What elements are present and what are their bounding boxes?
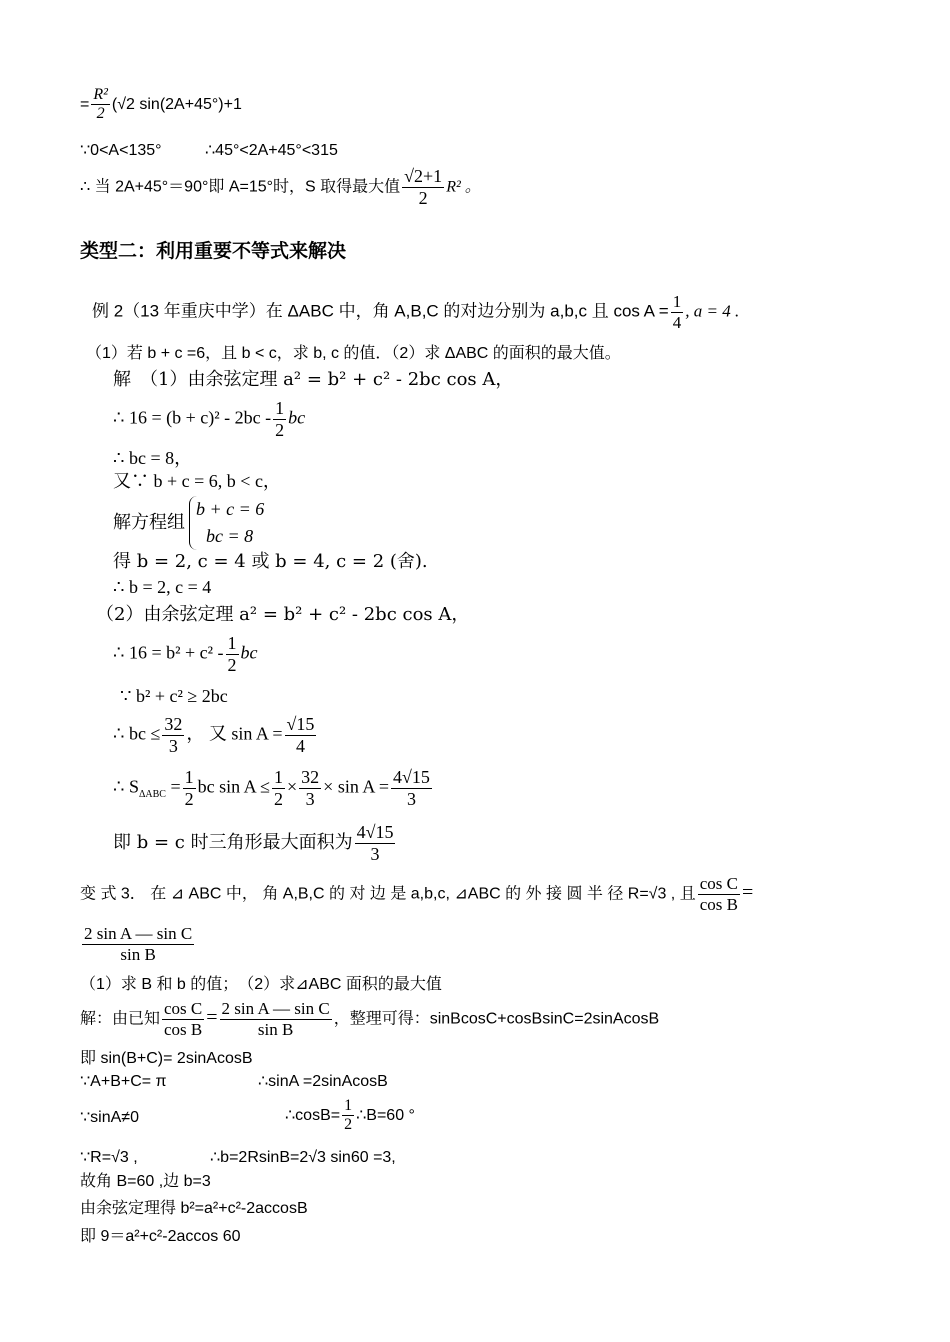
result-line-4b: ∴b=2RsinB=2√3 sin60 =3, [210,1149,396,1166]
fraction: $\frac{\text{2 sin A — sin C}}{\text{sin B}}$ [84,924,193,964]
fraction: $\frac{1}{2}$ [227,633,237,675]
solution-step-1: 解 （1）由余弦定理 a² = b² + c² - 2bc cos A， [113,369,514,390]
system-brace: b + c = 6 bc = 8 [189,496,264,550]
solution-step-2: ∴ 16 = (b + c)² - 2bc - $\frac{1}{2}$ bc [113,398,306,440]
result-line-1: 即 sin(B+C)= 2sinAcosB [80,1050,253,1067]
solution-part-2: （2）由余弦定理 a² = b² + c² - 2bc cos A， [96,604,470,625]
result-line-4a: ∵R=√3 , [80,1149,138,1166]
fraction: $\frac{1}{2}$ [344,1097,353,1134]
example-2-statement: 例 2（13 年重庆中学）在 ΔABC 中，角 A,B,C 的对边分别为 a,b,c 且 cos A = $\frac{1}{4}$ , a = 4 . [92,292,740,332]
solution-step-4: 又∵ b + c = 6, b < c， [113,471,281,491]
solution-step-12: ∴ $S_{\Delta ABC}$ = $\frac{1}{2}$ bc sin A ≤ $\frac{1}{2}$ × $\frac{32}{3}$ × sin A = $\frac{4√15}{3}$ [113,767,430,809]
result-line-3a: ∵sinA≠0 [80,1109,139,1126]
max-value-line: ∴ 当 2A+45°＝90°即 A=15°时，S 取得最大值 $\frac{√2+1}{2}$ R² 。 [80,166,481,208]
solution-step-3: ∴ bc = 8， [113,448,193,468]
fraction: $\frac{4√15}{3}$ [356,822,394,864]
solution-step-9: ∴ 16 = b² + c² - $\frac{1}{2}$ bc [113,633,258,675]
fraction: $\frac{\text{2 sin A — sin C}}{\text{sin B}}$ [221,999,330,1039]
fraction: $\frac{1}{2}$ [184,767,194,809]
fraction: $\frac{\text{cos C}}{\text{cos B}}$ [699,874,738,914]
fraction: $\frac{4√15}{3}$ [393,767,430,809]
solution-step-10: ∵ b² + c² ≥ 2bc [120,686,228,706]
result-line-7: 即 9＝a²+c²-2accos 60 [80,1228,241,1245]
condition-1: ∵0<A<135° [80,142,162,159]
result-line-6: 由余弦定理得 b²=a²+c²-2accosB [80,1200,308,1217]
solution-step-11: ∴ bc ≤ $\frac{32}{3}$ ， 又 sin A = $\frac{√15}{4}$ [113,714,315,756]
fraction: $\frac{√2+1}{2}$ [404,166,443,208]
fraction: $\frac{\text{R²}}{2}$ [93,86,108,123]
fraction: $\frac{√15}{4}$ [286,714,315,756]
equation-system: 解方程组 b + c = 6 bc = 8 [113,496,264,550]
variant-3-solution: 解：由已知 $\frac{\text{cos C}}{\text{cos B}}$ = $\frac{\text{2 sin A — sin C}}{\text{sin B}}$ ，整理可得：sinBcosC+cosBsinC=2sinAcosB [80,999,660,1039]
condition-2: ∴45°<2A+45°<315 [205,142,338,159]
section-heading: 类型二：利用重要不等式来解决 [80,241,347,262]
variant-3-statement: 变 式 3． 在 ⊿ ABC 中， 角 A,B,C 的 对 边 是 a,b,c, ⊿ABC 的 外 接 圆 半 径 R=√3 , 且 $\frac{\text{cos C}}{\text{cos B}}$ = [80,874,754,914]
fraction: $\frac{32}{3}$ [301,767,320,809]
variant-3-question: （1）求 B 和 b 的值； （2）求⊿ABC 面积的最大值 [80,976,442,993]
formula-line-1: = $\frac{\text{R²}}{2}$ (√2 sin(2A+45°)+1 [80,86,242,123]
example-2-question: （1）若 b + c =6，且 b < c，求 b, c 的值．（2）求 ΔABC 的面积的最大值。 [86,345,621,362]
fraction: $\frac{1}{2}$ [275,398,285,440]
fraction: $\frac{1}{2}$ [274,767,284,809]
solution-conclusion: 即 b = c 时三角形最大面积为 $\frac{4√15}{3}$ [113,822,394,864]
result-line-2b: ∴sinA =2sinAcosB [258,1073,388,1090]
result-line-5: 故角 B=60 ,边 b=3 [80,1173,211,1190]
solution-step-7: ∴ b = 2, c = 4 [113,577,212,597]
result-line-3b: ∴cosB= $\frac{1}{2}$ ∴B=60 ° [285,1097,415,1134]
solution-step-6: 得 b = 2, c = 4 或 b = 4, c = 2 (舍). [113,551,428,572]
result-line-2a: ∵A+B+C= π [80,1073,167,1090]
fraction: $\frac{1}{4}$ [672,292,682,332]
variant-3-fraction [80,924,196,964]
fraction: $\frac{\text{cos C}}{\text{cos B}}$ [164,999,203,1039]
fraction: $\frac{32}{3}$ [164,714,183,756]
